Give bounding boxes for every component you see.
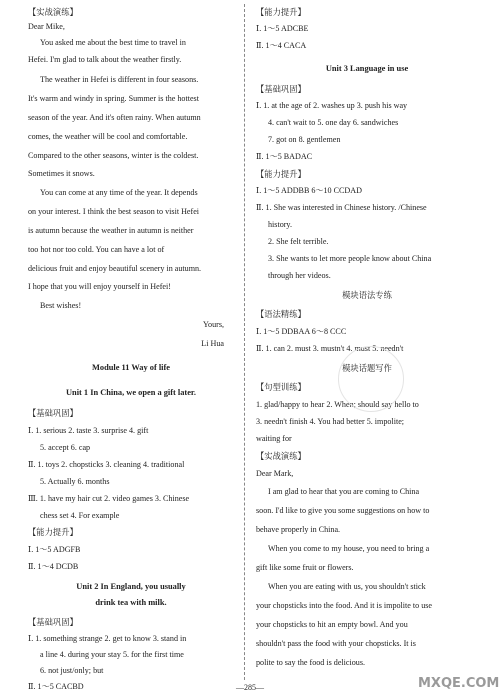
answer-line: Ⅰ. 1～5 ADCBE	[256, 24, 309, 33]
page-number: —285—	[236, 683, 264, 692]
letter-signature: Li Hua	[201, 339, 224, 348]
paragraph-line: shouldn't pass the food with your chopsticks. It is	[256, 639, 416, 648]
section-heading: 【语法精练】	[256, 309, 306, 319]
answer-line: 1. glad/happy to hear 2. When; should say hello to	[256, 400, 419, 409]
answer-line: 3. needn't finish 4. You had better 5. impolite;	[256, 417, 405, 426]
answer-line: Ⅱ. 1～5 CACBD	[28, 682, 84, 691]
answer-line: Ⅱ. 1～4 DCDB	[28, 562, 79, 571]
answer-line: 3. She wants to let more people know about China	[268, 254, 432, 263]
answer-line: Ⅱ. 1. toys 2. chopsticks 3. cleaning 4. traditional	[28, 460, 185, 469]
answer-line: Ⅲ. 1. have my hair cut 2. video games 3. Chinese	[28, 494, 190, 503]
paragraph-line: It's warm and windy in spring. Summer is the hottest	[28, 94, 199, 103]
unit-title: Unit 3 Language in use	[325, 64, 409, 73]
letter-greeting: Dear Mark,	[256, 469, 294, 478]
paragraph-line: Compared to the other seasons, winter is the coldest.	[28, 151, 199, 160]
paragraph-line: Hefei. I'm glad to talk about the weather firstly.	[28, 55, 182, 64]
answer-line: Ⅰ. 1～5 ADGFB	[28, 545, 81, 554]
faint-stamp-mark	[338, 346, 404, 412]
section-heading: 【基础巩固】	[28, 617, 78, 627]
paragraph-line: soon. I'd like to give you some suggestions on how to	[256, 506, 430, 515]
answer-line: Ⅱ. 1～5 BADAC	[256, 152, 313, 161]
column-divider	[244, 4, 245, 680]
answer-line: 4. can't wait to 5. one day 6. sandwiches	[268, 118, 399, 127]
answer-line: Ⅰ. 1. serious 2. taste 3. surprise 4. gift	[28, 426, 149, 435]
letter-closing: Best wishes!	[40, 301, 82, 310]
answer-line: a line 4. during your stay 5. for the first time	[40, 650, 184, 659]
section-heading: 【实战演练】	[28, 7, 78, 17]
section-heading: 【基础巩固】	[256, 84, 306, 94]
answer-line: 7. got on 8. gentlemen	[268, 135, 341, 144]
letter-greeting: Dear Mike,	[28, 22, 65, 31]
section-heading: 【能力提升】	[256, 7, 306, 17]
paragraph-line: season of the year. And it's often rainy. When autumn	[28, 113, 201, 122]
answer-line: Ⅰ. 1. at the age of 2. washes up 3. push his way	[256, 101, 408, 110]
paragraph-line: on your interest. I think the best season to visit Hefei	[28, 207, 200, 216]
answer-line: 5. Actually 6. months	[40, 477, 110, 486]
paragraph-line: Sometimes it snows.	[28, 169, 95, 178]
paragraph-line: behave properly in China.	[256, 525, 341, 534]
paragraph-line: your chopsticks into the food. And it is impolite to use	[256, 601, 433, 610]
letter-signoff: Yours,	[203, 320, 224, 329]
answer-line: 6. not just/only; but	[40, 666, 104, 675]
watermark: MXQE.COM	[418, 676, 500, 691]
answer-line: Ⅰ. 1～5 DDBAA 6～8 CCC	[256, 327, 347, 336]
writing-section-title: 模块话题写作	[342, 363, 392, 373]
paragraph-line: You asked me about the best time to travel in	[40, 38, 186, 47]
paragraph-line: your chopsticks to hit an empty bowl. And you	[256, 620, 408, 629]
answer-line: 2. She felt terrible.	[268, 237, 329, 246]
section-heading: 【能力提升】	[256, 169, 306, 179]
paragraph-line: When you are eating with us, you shouldn't stick	[268, 582, 426, 591]
section-heading: 【句型训练】	[256, 382, 306, 392]
paragraph-line: too hot nor too cold. You can have a lot of	[28, 245, 165, 254]
answer-line: Ⅰ. 1～5 ADDBB 6～10 CCDAD	[256, 186, 362, 195]
answer-line: history.	[268, 220, 292, 229]
paragraph-line: gift like some fruit or flowers.	[256, 563, 354, 572]
section-heading: 【实战演练】	[256, 451, 306, 461]
unit-title: drink tea with milk.	[95, 598, 167, 607]
paragraph-line: I am glad to hear that you are coming to China	[268, 487, 420, 496]
paragraph-line: is autumn because the weather in autumn is neither	[28, 226, 194, 235]
grammar-section-title: 模块语法专练	[342, 290, 392, 300]
paragraph-line: I hope that you will enjoy yourself in Hefei!	[28, 282, 171, 291]
unit-title: Unit 2 In England, you usually	[76, 582, 186, 591]
paragraph-line: comes, the weather will be cool and comfortable.	[28, 132, 188, 141]
answer-line: Ⅱ. 1. She was interested in Chinese history. /Chinese	[256, 203, 427, 212]
paragraph-line: The weather in Hefei is different in four seasons.	[40, 75, 199, 84]
paragraph-line: delicious fruit and enjoy beautiful scenery in autumn.	[28, 264, 202, 273]
answer-line: Ⅰ. 1. something strange 2. get to know 3. stand in	[28, 634, 187, 643]
paragraph-line: You can come at any time of the year. It depends	[40, 188, 198, 197]
unit-title: Unit 1 In China, we open a gift later.	[66, 388, 196, 397]
answer-line: Ⅱ. 1～4 CACA	[256, 41, 307, 50]
section-heading: 【基础巩固】	[28, 408, 78, 418]
answer-line: waiting for	[256, 434, 292, 443]
answer-line: 5. accept 6. cap	[40, 443, 91, 452]
paragraph-line: polite to say the food is delicious.	[256, 658, 366, 667]
answer-line: Ⅱ. 1. can 2. must 3. mustn't 4. must 5. needn't	[256, 344, 404, 353]
section-heading: 【能力提升】	[28, 527, 78, 537]
paragraph-line: When you come to my house, you need to bring a	[268, 544, 430, 553]
module-title: Module 11 Way of life	[91, 363, 170, 372]
answer-line: chess set 4. For example	[40, 511, 120, 520]
answer-line: through her videos.	[268, 271, 331, 280]
